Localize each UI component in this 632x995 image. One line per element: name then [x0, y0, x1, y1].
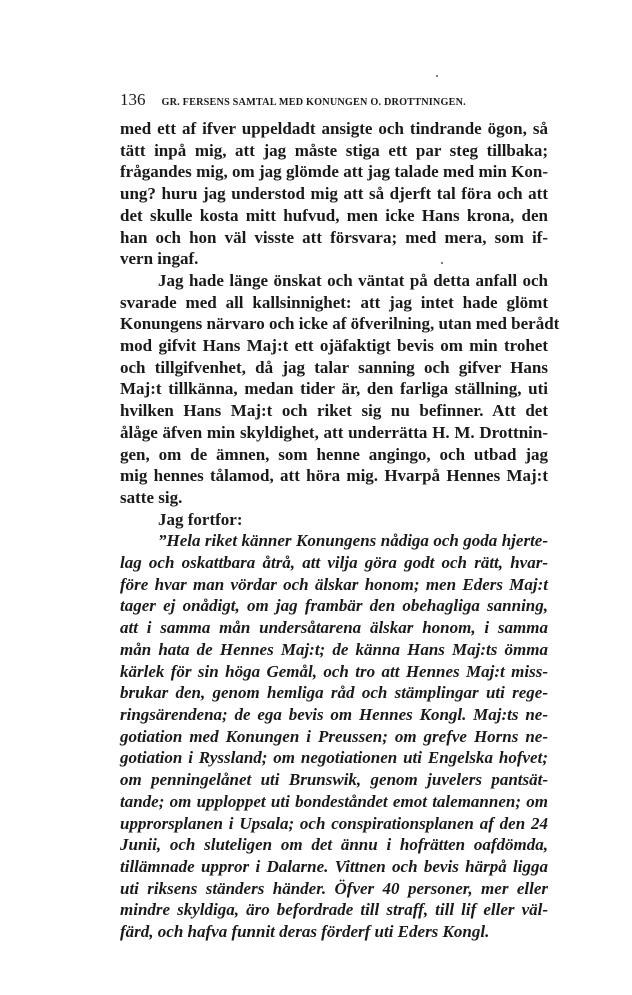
text-line: och tillgifvenhet, då jag talar sanning och gifver Hans [120, 357, 548, 377]
text-line: vern ingaf. [120, 249, 199, 269]
text-line: före hvar man vördar och älskar honom; men Eders Maj:t [120, 574, 548, 594]
body-text [120, 118, 560, 943]
text-line: ”Hela riket känner Konungens nådiga och goda hjerte- [158, 531, 548, 551]
text-line: mån hata de Hennes Maj:t; de känna Hans Maj:ts ömma [120, 639, 548, 659]
text-line: tande; om upploppet uti bondeståndet emot talemannen; om [120, 791, 548, 811]
text-line: att i samma mån undersåtarena älskar honom, i samma [120, 618, 548, 638]
text-line: frågandes mig, om jag glömde att jag talade med min Kon- [120, 162, 548, 182]
text-line: tager ej onådigt, om jag frambär den obehagliga sanning, [120, 596, 548, 616]
text-line: Konungens närvaro och icke af öfverilning, utan med berådt [120, 314, 560, 334]
text-line: ringsärendena; de ega bevis om Hennes Kongl. Maj:ts ne- [120, 704, 548, 724]
text-line: färd, och hafva funnit deras förderf uti Eders Kongl. [120, 922, 490, 942]
text-line: tätt inpå mig, att jag måste stiga ett par steg tillbaka; [120, 140, 548, 160]
paragraph [120, 270, 560, 509]
text-line: det skulle kosta mitt hufvud, men icke Hans krona, den [120, 205, 548, 225]
text-line: kärlek för sin höga Gemål, och tro att Hennes Maj:t miss- [120, 661, 548, 681]
text-line: han och hon väl visste att försvara; med mera, som if- [120, 227, 548, 247]
text-line: mindre skyldiga, äro befordrade till straff, till lif eller väl- [120, 900, 548, 920]
text-line: ålåge äfven min skyldighet, att underrätta H. M. Drottnin- [120, 422, 548, 442]
print-speck-top [436, 75, 438, 77]
text-line: Maj:t tillkänna, medan tider är, den farliga ställning, uti [120, 379, 548, 399]
text-line: lag och oskattbara åtrå, att vilja göra godt och rätt, hvar- [120, 553, 548, 573]
text-line: Jag fortfor: [158, 509, 243, 529]
running-title: GR. FERSENS SAMTAL MED KONUNGEN O. DROTTNINGEN. [161, 97, 466, 108]
text-line: Junii, och sluteligen om det ännu i hofrätten oafdömda, [120, 835, 548, 855]
text-line: gen, om de ämnen, som henne angingo, och utbad jag [120, 444, 548, 464]
page-header [120, 90, 548, 110]
text-line: tillämnade uppror i Dalarne. Vittnen och bevis härpå ligga [120, 856, 548, 876]
text-line: mod gifvit Hans Maj:t ett ojäfaktigt bevis om min trohet [120, 336, 548, 356]
text-line: gotiation med Konungen i Preussen; om grefve Horns ne- [120, 726, 548, 746]
text-line: med ett af ifver uppeldadt ansigte och tindrande ögon, så [120, 119, 548, 138]
text-line: svarade med all kallsinnighet: att jag intet hade glömt [120, 292, 548, 312]
text-line: satte sig. [120, 487, 183, 507]
text-line: hvilken Hans Maj:t och riket sig nu befinner. Att det [120, 401, 548, 421]
text-line: upprorsplanen i Upsala; och conspirationsplanen af den 24 [120, 813, 548, 833]
page-number: 136 [120, 90, 146, 109]
paragraph [120, 509, 548, 531]
text-line: gotiation i Ryssland; om negotiationen uti Engelska hofvet; [120, 748, 548, 768]
text-line: om penningelånet uti Brunswik, genom juvelers pantsät- [120, 770, 548, 790]
paragraph [120, 530, 548, 942]
text-line: brukar den, genom hemliga råd och stämplingar uti rege- [120, 683, 548, 703]
book-page [120, 90, 560, 943]
text-line: Jag hade länge önskat och väntat på detta anfall och [158, 270, 548, 290]
text-line: mig hennes tålamod, att höra mig. Hvarpå Hennes Maj:t [120, 466, 548, 486]
paragraph [120, 118, 548, 270]
text-line: ung? huru jag understod mig att så djerft tal föra och att [120, 184, 548, 204]
text-line: uti riksens ständers händer. Öfver 40 personer, mer eller [120, 878, 548, 898]
